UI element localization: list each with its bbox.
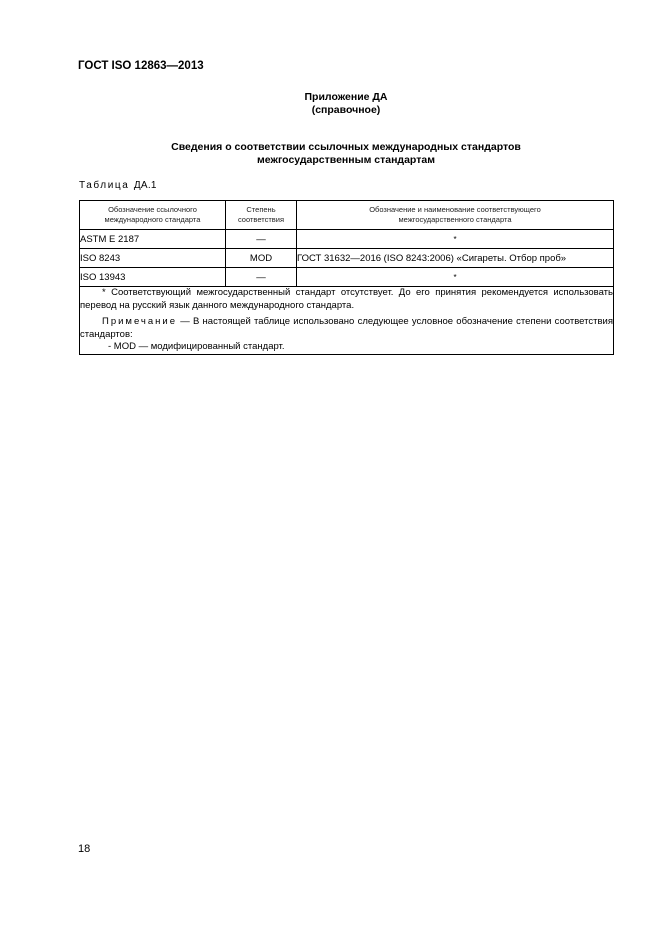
table-caption: [79, 180, 157, 191]
table-notes: [80, 287, 614, 355]
table-row: [80, 249, 614, 268]
note-text: — В настоящей таблице использовано следующее условное обозначение степени соответствия стандартов:: [80, 316, 613, 340]
page-number: 18: [78, 843, 91, 855]
column-header-degree: Степень соответствия: [226, 201, 297, 230]
appendix-title: [0, 91, 661, 117]
cell-degree: —: [226, 268, 297, 287]
note-label: Примечание: [102, 316, 177, 327]
cell-degree: MOD: [226, 249, 297, 268]
cell-interstate-standard: *: [297, 268, 614, 287]
heading-line-2: межгосударственным стандартам: [257, 154, 435, 166]
cell-reference-standard: ASTM E 2187: [80, 230, 226, 249]
table-row: [80, 268, 614, 287]
table-header-row: [80, 201, 614, 230]
appendix-status: (справочное): [311, 104, 381, 116]
cell-degree: —: [226, 230, 297, 249]
table-caption-word: Таблица: [79, 180, 130, 191]
cell-interstate-standard: ГОСТ 31632—2016 (ISO 8243:2006) «Сигареты. Отбор проб»: [297, 249, 614, 268]
footnote: * Соответствующий межгосударственный стандарт отсутствует. До его принятия рекомендуется использовать перевод на русский язык данного международного стандарта.: [80, 287, 613, 311]
cell-interstate-standard: *: [297, 230, 614, 249]
cell-reference-standard: ISO 8243: [80, 249, 226, 268]
column-header-reference-standard: Обозначение ссылочного международного стандарта: [80, 201, 226, 230]
table-row: [80, 230, 614, 249]
column-header-interstate-standard: Обозначение и наименование соответствующего межгосударственного стандарта: [297, 201, 614, 230]
note: [80, 316, 613, 341]
appendix-heading: [0, 141, 661, 167]
document-code: ГОСТ ISO 12863—2013: [78, 60, 204, 72]
note-item: - MOD — модифицированный стандарт.: [108, 341, 285, 352]
table-caption-number: ДА.1: [133, 180, 157, 191]
table-notes-row: [80, 287, 614, 355]
appendix-label: Приложение ДА: [304, 91, 388, 103]
heading-line-1: Сведения о соответствии ссылочных международных стандартов: [171, 141, 521, 153]
correspondence-table: [79, 200, 614, 355]
cell-reference-standard: ISO 13943: [80, 268, 226, 287]
